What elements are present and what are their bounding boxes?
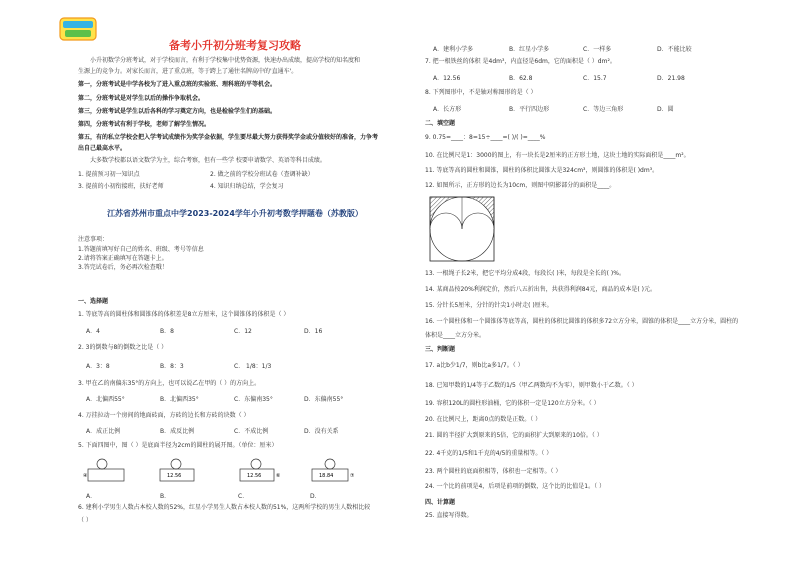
tip-item: 1. 提前预习初一知识点: [78, 171, 140, 178]
question: 15. 分针长5厘米，分针的针尖1小时走( )厘米。: [425, 302, 553, 309]
tip-item: 2. 做之前的学校分班试卷（查调补缺）: [210, 171, 314, 178]
question: 10. 在比例尺是1：3000的图上，有一块长是2厘米的正方形土地，这块土地的实际面积是____m²。: [425, 152, 690, 159]
question: 11. 等底等高的圆柱和圆锥，圆柱的体积比圆锥大是324cm³，则圆锥的体积是( )dm³。: [425, 167, 659, 174]
question: 25. 直接写得数。: [425, 512, 473, 519]
option: A．: [86, 493, 97, 500]
section-heading: 一、选择题: [78, 298, 109, 305]
option: B．北偏西35°: [160, 396, 199, 403]
guide-paragraph: 生源上的竞争力。对家长而言，进了重点班，等于跨上了通往名牌高中的'直通车'。: [78, 68, 298, 75]
notice-item: 1.答题前填写好自己的姓名、班级、考号等信息: [78, 246, 204, 253]
option: C．15.7: [583, 75, 607, 82]
question: 12. 如图所示，正方形的边长为10cm，则图中阴影部分的面积是____。: [425, 182, 616, 189]
question: 18. 已知甲数的1/4等于乙数的1/5（甲乙两数均不为零），则甲数小于乙数。（ ）: [425, 382, 638, 389]
question: 2. 3的倒数与8的倒数之比是（ ）: [78, 344, 168, 351]
guide-paragraph: 大多数学校都以语文数学为主，综合考察，但有一些学 校要申请数学、英语等科目成绩。: [90, 157, 326, 164]
option: B．8：3: [160, 363, 184, 370]
option: D．不能比较: [657, 46, 692, 53]
section-heading: 三、判断题: [425, 346, 456, 353]
guide-point: 第五，有的私立学校会把入学考试成绩作为奖学金依据，学生要尽最大努力获得奖学金或分值较好的准备，力争考: [78, 134, 379, 141]
guide-point: 第二，分班考试是对学生以后的操作争取机会。: [78, 95, 205, 102]
svg-text:12.56: 12.56: [167, 473, 182, 479]
option: A．建利小学多: [433, 46, 474, 53]
question: 22. 4千克的1/5和1千克的4/5的重量相等。（ ）: [425, 450, 553, 457]
section-heading: 二、填空题: [425, 120, 456, 127]
question: 20. 在比例尺上，距离0点的数是正数。（ ）: [425, 416, 542, 423]
option: A．北偏西55°: [86, 396, 125, 403]
question: 体积是____立方分米。: [425, 332, 486, 339]
shaded-square-figure: [429, 196, 495, 262]
option: C．: [238, 493, 249, 500]
option: C．等边三角形: [583, 106, 624, 113]
net-a: [83, 459, 124, 481]
option: C．: [234, 363, 245, 370]
question: （ ）: [78, 517, 92, 524]
option: A．4: [86, 328, 100, 335]
option: A．长方形: [433, 106, 462, 113]
question: 16. 一个圆柱体和一个圆锥体等底等高，圆柱的体积比圆锥的体积多72立方分米，圆锥的体积是____立方分米，圆柱的: [425, 318, 739, 325]
option: C．不成比例: [234, 428, 269, 435]
option: C．东偏南35°: [234, 396, 273, 403]
guide-point: 第三，分班考试是学生以后各科的学习奠定方向，也是检验学生们的基础。: [78, 108, 277, 115]
svg-text:④: ④: [83, 473, 88, 479]
question: 21. 圆的半径扩大到原来的5倍，它的面积扩大到原来的10倍。（ ）: [425, 432, 603, 439]
svg-text:12.56: 12.56: [247, 473, 262, 479]
guide-title: 备考小升初分班考复习攻略: [169, 39, 301, 52]
svg-text:⑥: ⑥: [276, 473, 281, 479]
question: 7. 把一根铁丝的体积 是4dm³，内直径是6dm，它的面积是（ ）dm²。: [425, 58, 616, 65]
question: 5. 下面四图中，图（ ）是底面半径为2cm的圆柱的展开图。（单位：厘米）: [78, 442, 278, 449]
option: D．16: [304, 328, 323, 335]
net-b: [160, 459, 194, 481]
question: 3. 甲在乙的南偏东35°的方向上，也可以说乙在甲的（ ）的方向上。: [78, 380, 261, 387]
option: D．: [310, 493, 321, 500]
guide-point: 出自己最高水平。: [78, 145, 127, 152]
option: B．平行四边形: [509, 106, 550, 113]
option: D．没有关系: [304, 428, 339, 435]
section-heading: 四、计算题: [425, 499, 456, 506]
option: D．圆: [657, 106, 674, 113]
question: 8. 下列图形中，不是轴对称图形的是（ ）: [425, 89, 537, 96]
option-fraction: 1/8：1/3: [246, 363, 272, 370]
question: 19. 容积120L的圆柱形油桶，它的体积一定是120立方分米。（ ）: [425, 400, 600, 407]
option: A．成正比例: [86, 428, 121, 435]
option: C．12: [234, 328, 252, 335]
option: D．21.98: [657, 75, 685, 82]
svg-text:18.84: 18.84: [319, 473, 334, 479]
option: C．一样多: [583, 46, 612, 53]
question: 24. 一个比的前项是4，后项是前项的倒数，这个比的比值是1。（ ）: [425, 483, 605, 490]
option: D．东偏南55°: [304, 396, 344, 403]
question: 13. 一根绳子长2米，把它平均分成4段，每段长( )米，每段是全长的( )%。: [425, 270, 625, 277]
question: 14. 某商品按20%利润定价，然后八五折出售，共获得利润84元，商品的成本是( )元。: [425, 286, 657, 293]
option: B．: [160, 493, 171, 500]
guide-paragraph: 小升初数学分班考试，对于学校而言，有利于学校集中优势资源，快速办出成绩，提高学校的知名度和: [90, 57, 361, 64]
guide-point: 第一，分班考试是中学各校为了进入重点班的实验班、理科班的平等机会。: [78, 81, 277, 88]
tip-item: 4. 知识归纳总结，学会复习: [210, 183, 284, 190]
option: A．12.56: [433, 75, 461, 82]
question: 6. 建利小学男生人数占本校人数的52%，红星小学男生人数占本校人数的51%，这两所学校的男生人数相比较: [78, 504, 371, 511]
option: B．8: [160, 328, 174, 335]
question: 4. 万挂拉动一个房间的地面砖面，方砖的边长和方砖的块数（ ）: [78, 412, 250, 419]
exam-title: 江苏省苏州市重点中学2023-2024学年小升初考数学押题卷（苏教版）: [107, 209, 363, 218]
option: B．成反比例: [160, 428, 195, 435]
option: B．红星小学多: [509, 46, 550, 53]
tip-item: 3. 提前的小初衔接班，扶好老师: [78, 183, 164, 190]
option: A．3：8: [86, 363, 110, 370]
question: 9. 0.75=____：8=15÷____=( )/( )=____%: [425, 134, 546, 141]
brand-logo: [58, 16, 98, 42]
net-c: [240, 459, 281, 481]
notice-heading: 注意事项：: [78, 236, 109, 243]
cylinder-nets-figure: [80, 456, 380, 488]
svg-text:⑦: ⑦: [350, 473, 355, 479]
option: B．62.8: [509, 75, 533, 82]
guide-point: 第四，分班考试有利于学校，老师了解学生情况。: [78, 121, 211, 128]
net-d: [312, 459, 355, 481]
notice-item: 3.答完试卷后，务必再次检查哦！: [78, 264, 168, 271]
question: 17. a比b少1/7，则b比a多1/7。（ ）: [425, 362, 524, 369]
notice-item: 2.请将答案正确填写在答题卡上。: [78, 255, 168, 262]
question: 23. 两个圆柱的底面积相等，体积也一定相等。（ ）: [425, 468, 562, 475]
question: 1. 等底等高的圆柱体和圆锥体的体积差是8立方厘米，这个圆锥体的体积是（ ）: [78, 311, 290, 318]
